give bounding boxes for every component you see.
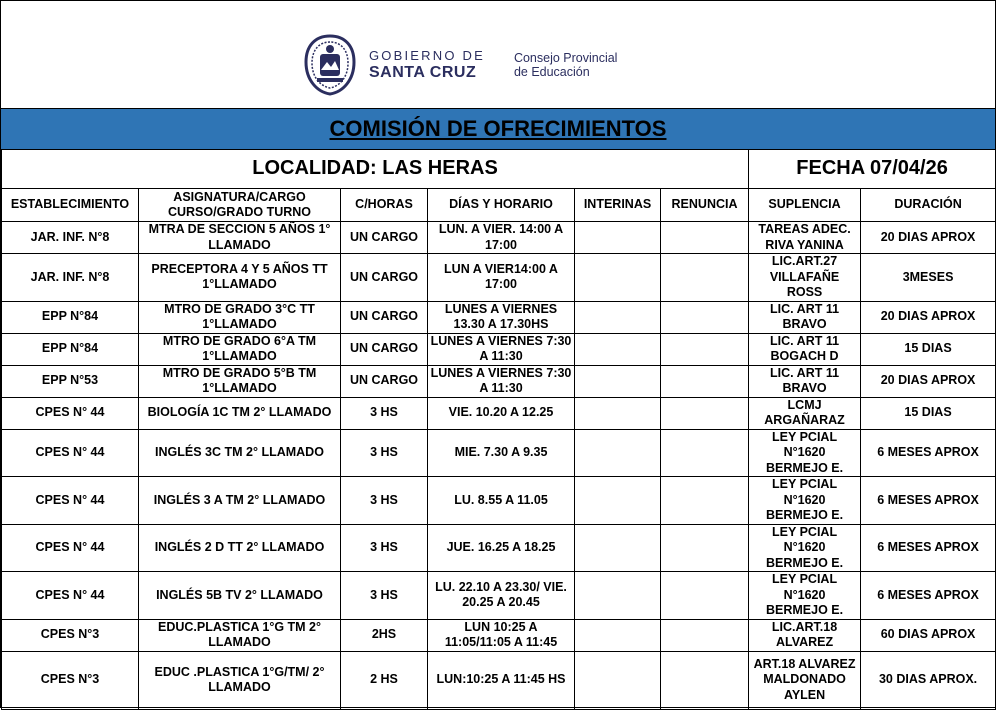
cell-horas: UN CARGO xyxy=(341,333,428,365)
logo-group xyxy=(303,33,617,97)
cell-renuncia xyxy=(661,429,749,477)
cell-interinas xyxy=(575,429,661,477)
table-row xyxy=(2,651,996,709)
cell-renuncia xyxy=(661,651,749,709)
cell-suplencia: LEY PCIAL N°1620 BERMEJO E. xyxy=(749,477,861,525)
offers-table xyxy=(1,149,996,710)
cell-suplencia: LEY PCIAL N°1620 BERMEJO E. xyxy=(749,429,861,477)
consejo-line2: de Educación xyxy=(513,65,590,79)
cell-interinas xyxy=(575,365,661,397)
cell-suplencia: LEY PCIAL N°1620 BERMEJO E. xyxy=(749,572,861,620)
column-header: C/HORAS xyxy=(341,189,428,222)
cell-suplencia: LIC. ART 11 BRAVO xyxy=(749,365,861,397)
title-bar xyxy=(1,108,995,150)
cell-asignatura: PRECEPTORA 4 Y 5 AÑOS TT 1°LLAMADO xyxy=(139,254,341,302)
cell-horario: LU. 8.55 A 11.05 xyxy=(428,477,575,525)
santa-cruz-seal-icon xyxy=(303,34,357,96)
gobierno-line2: SANTA CRUZ xyxy=(369,64,477,81)
cell-renuncia xyxy=(661,222,749,254)
cell-horario: LUNES A VIERNES 7:30 A 11:30 xyxy=(428,365,575,397)
column-header: SUPLENCIA xyxy=(749,189,861,222)
table-row xyxy=(2,222,996,254)
cell-renuncia xyxy=(661,477,749,525)
cell-asignatura: MTRO DE GRADO 6°A TM 1°LLAMADO xyxy=(139,333,341,365)
table-row xyxy=(2,524,996,572)
column-header: INTERINAS xyxy=(575,189,661,222)
gobierno-line1: GOBIERNO DE xyxy=(369,48,485,63)
cell-renuncia xyxy=(661,333,749,365)
cell-renuncia xyxy=(661,301,749,333)
cell-duracion: 6 MESES APROX xyxy=(861,429,996,477)
cell-horas: UN CARGO xyxy=(341,301,428,333)
cell-horario: LU. 22.10 A 23.30/ VIE. 20.25 A 20.45 xyxy=(428,572,575,620)
cell-establecimiento: CPES N°3 xyxy=(2,619,139,651)
cell-horas: 3 HS xyxy=(341,477,428,525)
cell-renuncia xyxy=(661,524,749,572)
cell-suplencia: LEY PCIAL N°1620 BERMEJO E. xyxy=(749,524,861,572)
cell-duracion: 20 DIAS APROX xyxy=(861,301,996,333)
cell-suplencia: LCMJ ARGAÑARAZ xyxy=(749,397,861,429)
cell-establecimiento: CPES N° 44 xyxy=(2,477,139,525)
cell-asignatura: MTRA DE SECCION 5 AÑOS 1° LLAMADO xyxy=(139,222,341,254)
cell-duracion: 30 DIAS APROX. xyxy=(861,651,996,709)
cell-interinas xyxy=(575,397,661,429)
table-body xyxy=(2,222,996,710)
cell-suplencia: TAREAS ADEC. RIVA YANINA xyxy=(749,222,861,254)
logo-divider xyxy=(499,47,500,83)
cell-horas: 2 HS xyxy=(341,651,428,709)
column-header: RENUNCIA xyxy=(661,189,749,222)
cell-interinas xyxy=(575,301,661,333)
column-header: DÍAS Y HORARIO xyxy=(428,189,575,222)
column-header: ESTABLECIMIENTO xyxy=(2,189,139,222)
cell-horario: MIE. 7.30 A 9.35 xyxy=(428,429,575,477)
column-header: ASIGNATURA/CARGO CURSO/GRADO TURNO xyxy=(139,189,341,222)
cell-establecimiento: EPP N°53 xyxy=(2,365,139,397)
cell-establecimiento: CPES N° 44 xyxy=(2,524,139,572)
table-row xyxy=(2,397,996,429)
cell-duracion: 6 MESES APROX xyxy=(861,477,996,525)
cell-horario: JUE. 16.25 A 18.25 xyxy=(428,524,575,572)
cell-suplencia: LIC.ART.18 ALVAREZ xyxy=(749,619,861,651)
cell-horas: 3 HS xyxy=(341,397,428,429)
cell-suplencia: LIC. ART 11 BRAVO xyxy=(749,301,861,333)
cell-establecimiento: CPES N° 44 xyxy=(2,572,139,620)
cell-asignatura: EDUC.PLASTICA 1°G TM 2° LLAMADO xyxy=(139,619,341,651)
cell-horas: UN CARGO xyxy=(341,222,428,254)
cell-establecimiento: CPES N° 44 xyxy=(2,397,139,429)
cell-renuncia xyxy=(661,254,749,302)
table-row xyxy=(2,477,996,525)
cell-renuncia xyxy=(661,365,749,397)
cell-asignatura: INGLÉS 2 D TT 2° LLAMADO xyxy=(139,524,341,572)
cell-horas: 3 HS xyxy=(341,524,428,572)
table-row xyxy=(2,333,996,365)
cell-interinas xyxy=(575,524,661,572)
cell-horario: LUN A VIER14:00 A 17:00 xyxy=(428,254,575,302)
cell-interinas xyxy=(575,254,661,302)
cell-duracion: 6 MESES APROX xyxy=(861,524,996,572)
cell-interinas xyxy=(575,651,661,709)
table-row xyxy=(2,301,996,333)
fecha-label: FECHA 07/04/26 xyxy=(749,150,996,189)
cell-horas: UN CARGO xyxy=(341,365,428,397)
cell-renuncia xyxy=(661,572,749,620)
table-row xyxy=(2,254,996,302)
cell-suplencia: LIC. ART 11 BOGACH D xyxy=(749,333,861,365)
cell-duracion: 3MESES xyxy=(861,254,996,302)
cell-asignatura: BIOLOGÍA 1C TM 2° LLAMADO xyxy=(139,397,341,429)
table-row xyxy=(2,365,996,397)
cell-renuncia xyxy=(661,619,749,651)
cell-suplencia: LIC.ART.27 VILLAFAÑE ROSS xyxy=(749,254,861,302)
cell-establecimiento: EPP N°84 xyxy=(2,333,139,365)
cell-horas: 2HS xyxy=(341,619,428,651)
cell-horario: VIE. 10.20 A 12.25 xyxy=(428,397,575,429)
cell-horario: LUNES A VIERNES 7:30 A 11:30 xyxy=(428,333,575,365)
cell-duracion: 15 DIAS xyxy=(861,397,996,429)
cell-interinas xyxy=(575,222,661,254)
cell-establecimiento: JAR. INF. N°8 xyxy=(2,254,139,302)
column-header-row xyxy=(2,189,996,222)
cell-horario: LUNES A VIERNES 13.30 A 17.30HS xyxy=(428,301,575,333)
cell-duracion: 20 DIAS APROX xyxy=(861,365,996,397)
gobierno-wordmark xyxy=(369,49,485,81)
cell-asignatura: EDUC .PLASTICA 1°G/TM/ 2° LLAMADO xyxy=(139,651,341,709)
cell-duracion: 60 DIAS APROX xyxy=(861,619,996,651)
cell-interinas xyxy=(575,477,661,525)
cell-interinas xyxy=(575,333,661,365)
cell-horas: 3 HS xyxy=(341,572,428,620)
cell-asignatura: INGLÉS 3 A TM 2° LLAMADO xyxy=(139,477,341,525)
cell-establecimiento: EPP N°84 xyxy=(2,301,139,333)
table-row xyxy=(2,572,996,620)
page-title: COMISIÓN DE OFRECIMIENTOS xyxy=(329,116,667,141)
cell-suplencia: ART.18 ALVAREZ MALDONADO AYLEN xyxy=(749,651,861,709)
cell-horario: LUN. A VIER. 14:00 A 17:00 xyxy=(428,222,575,254)
cell-establecimiento: CPES N° 44 xyxy=(2,429,139,477)
cell-interinas xyxy=(575,619,661,651)
cell-interinas xyxy=(575,572,661,620)
cell-establecimiento: JAR. INF. N°8 xyxy=(2,222,139,254)
cell-horas: UN CARGO xyxy=(341,254,428,302)
cell-horas: 3 HS xyxy=(341,429,428,477)
column-header: DURACIÓN xyxy=(861,189,996,222)
localidad-label: LOCALIDAD: LAS HERAS xyxy=(2,150,749,189)
cell-duracion: 20 DIAS APROX xyxy=(861,222,996,254)
letterhead xyxy=(1,1,995,107)
location-row xyxy=(2,150,996,189)
cell-renuncia xyxy=(661,397,749,429)
consejo-wordmark xyxy=(514,51,618,79)
cell-asignatura: INGLÉS 5B TV 2° LLAMADO xyxy=(139,572,341,620)
cell-asignatura: INGLÉS 3C TM 2° LLAMADO xyxy=(139,429,341,477)
table-row xyxy=(2,429,996,477)
cell-duracion: 15 DIAS xyxy=(861,333,996,365)
cell-horario: LUN:10:25 A 11:45 HS xyxy=(428,651,575,709)
cell-establecimiento: CPES N°3 xyxy=(2,651,139,709)
cell-asignatura: MTRO DE GRADO 5°B TM 1°LLAMADO xyxy=(139,365,341,397)
cell-asignatura: MTRO DE GRADO 3°C TT 1°LLAMADO xyxy=(139,301,341,333)
cell-horario: LUN 10:25 A 11:05/11:05 A 11:45 xyxy=(428,619,575,651)
table-row xyxy=(2,619,996,651)
cell-duracion: 6 MESES APROX xyxy=(861,572,996,620)
consejo-line1: Consejo Provincial xyxy=(513,51,618,65)
